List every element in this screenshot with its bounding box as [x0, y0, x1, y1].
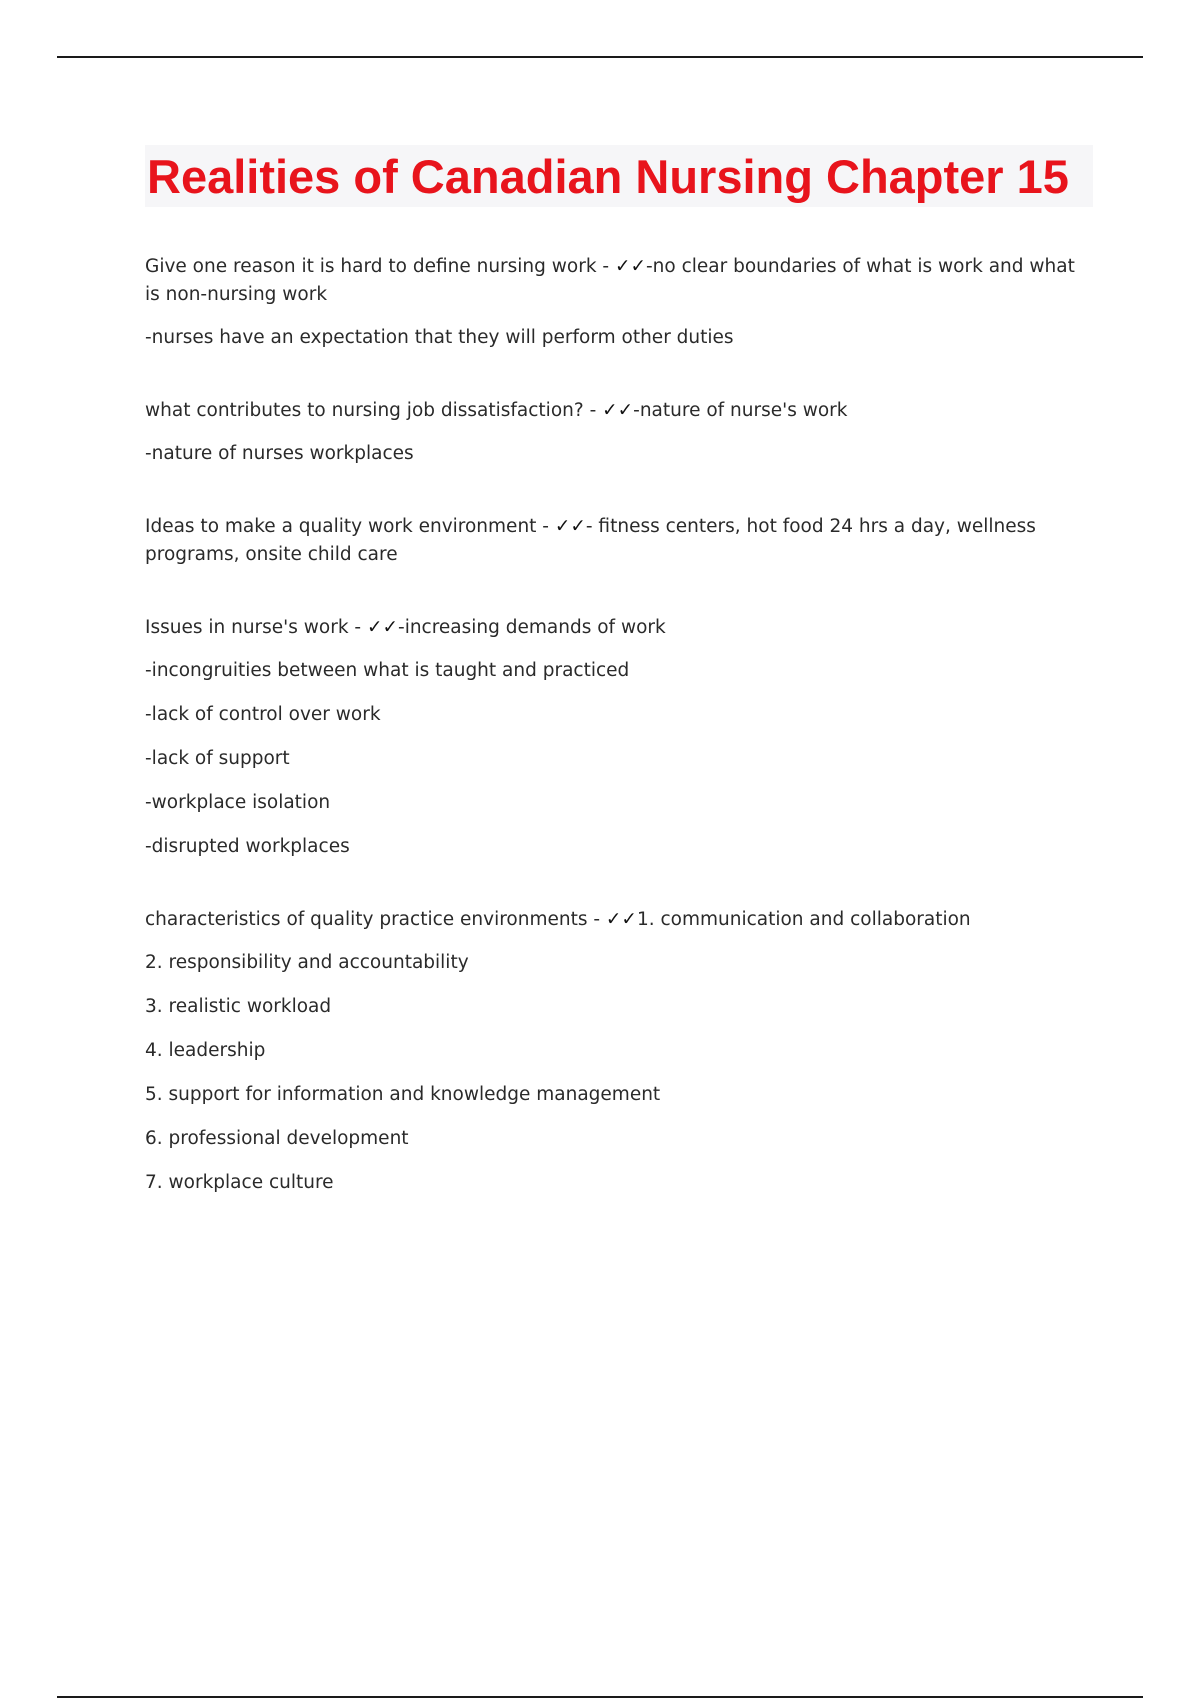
answer-line: -disrupted workplaces	[145, 836, 350, 857]
qa-entry	[145, 614, 1093, 861]
document-title: Realities of Canadian Nursing Chapter 15	[147, 150, 1069, 203]
question-line	[145, 397, 1093, 425]
answer-line: -workplace isolation	[145, 792, 331, 813]
answer-line: -nurses have an expectation that they will perform other duties	[145, 327, 734, 348]
question-line	[145, 513, 1093, 569]
answer-line: -nature of nurses workplaces	[145, 443, 414, 464]
qa-list	[145, 253, 1093, 1197]
qa-entry	[145, 397, 1093, 468]
question-text: Ideas to make a quality work environment -	[145, 516, 555, 537]
document-body	[145, 145, 1093, 1213]
answer-line: -lack of support	[145, 748, 290, 769]
answer-line: 4. leadership	[145, 1040, 266, 1061]
double-check-icon: ✓✓	[367, 617, 399, 638]
question-line	[145, 253, 1093, 309]
double-check-icon: ✓✓	[554, 516, 586, 537]
answer-line: -lack of control over work	[145, 704, 381, 725]
qa-entry	[145, 253, 1093, 352]
answer-line: 7. workplace culture	[145, 1172, 334, 1193]
question-line	[145, 614, 1093, 642]
title-banner	[145, 145, 1093, 207]
question-text: Issues in nurse's work -	[145, 617, 367, 638]
double-check-icon: ✓✓	[602, 400, 634, 421]
answer-line: 5. support for information and knowledge management	[145, 1084, 661, 1105]
bottom-rule	[57, 1696, 1143, 1698]
answer-text: -nature of nurse's work	[633, 400, 848, 421]
qa-entry	[145, 513, 1093, 569]
double-check-icon: ✓✓	[614, 256, 646, 277]
top-rule	[57, 56, 1143, 58]
answer-text: -no clear boundaries of what is work and what is non-nursing work	[145, 256, 1075, 305]
answer-line: -incongruities between what is taught and practiced	[145, 660, 630, 681]
answer-text: -increasing demands of work	[398, 617, 666, 638]
answer-line: 6. professional development	[145, 1128, 409, 1149]
question-text: Give one reason it is hard to define nursing work -	[145, 256, 615, 277]
answer-text: 1. communication and collaboration	[636, 909, 971, 930]
double-check-icon: ✓✓	[605, 909, 637, 930]
answer-line: 3. realistic workload	[145, 996, 332, 1017]
question-text: characteristics of quality practice environments -	[145, 909, 606, 930]
question-text: what contributes to nursing job dissatisfaction? -	[145, 400, 603, 421]
answer-line: 2. responsibility and accountability	[145, 952, 469, 973]
question-line	[145, 906, 1093, 934]
answer-text: - fitness centers, hot food 24 hrs a day, wellness programs, onsite child care	[145, 516, 1036, 565]
qa-entry	[145, 906, 1093, 1197]
